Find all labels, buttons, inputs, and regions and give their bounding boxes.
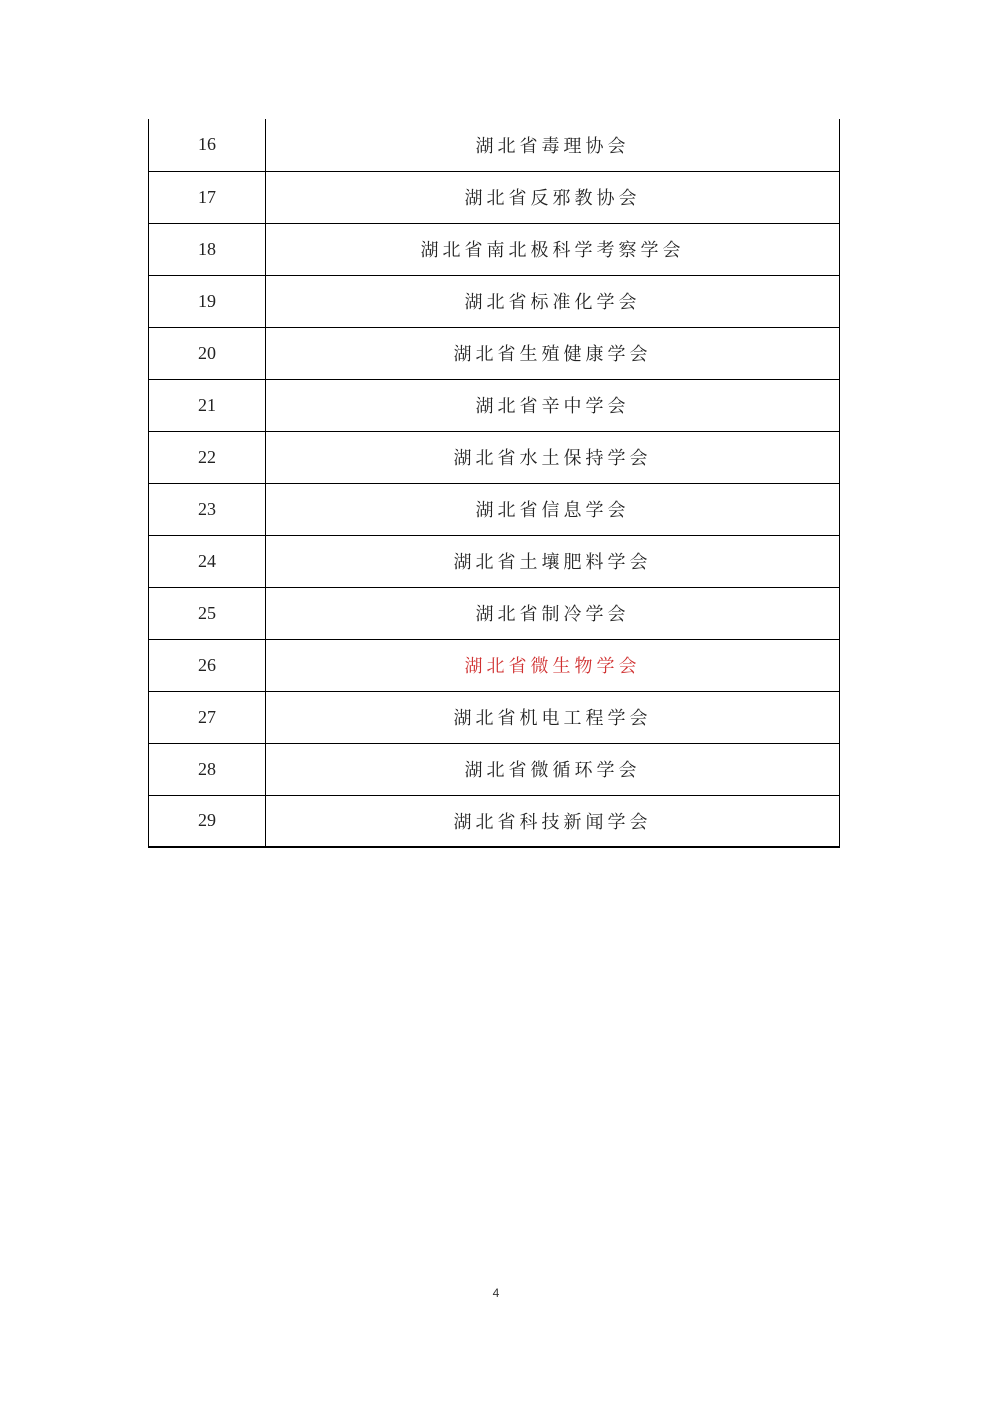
organization-name: 湖北省辛中学会	[266, 379, 840, 431]
table-row	[149, 795, 840, 847]
organization-name-highlighted: 湖北省微生物学会	[266, 639, 840, 691]
row-number: 29	[149, 795, 266, 847]
row-number: 27	[149, 691, 266, 743]
organization-name: 湖北省信息学会	[266, 483, 840, 535]
table-row	[149, 587, 840, 639]
page-number: 4	[492, 1286, 500, 1300]
table-row	[149, 743, 840, 795]
row-number: 28	[149, 743, 266, 795]
row-number: 24	[149, 535, 266, 587]
row-number: 16	[149, 119, 266, 171]
row-number: 19	[149, 275, 266, 327]
organization-name: 湖北省毒理协会	[266, 119, 840, 171]
organization-table	[148, 119, 840, 848]
organization-name: 湖北省土壤肥料学会	[266, 535, 840, 587]
organization-name: 湖北省标准化学会	[266, 275, 840, 327]
row-number: 23	[149, 483, 266, 535]
organization-name: 湖北省生殖健康学会	[266, 327, 840, 379]
row-number: 22	[149, 431, 266, 483]
row-number: 17	[149, 171, 266, 223]
table-row	[149, 327, 840, 379]
table-row	[149, 483, 840, 535]
table-row	[149, 171, 840, 223]
table-row	[149, 223, 840, 275]
organization-name: 湖北省机电工程学会	[266, 691, 840, 743]
organization-name: 湖北省微循环学会	[266, 743, 840, 795]
organization-name: 湖北省制冷学会	[266, 587, 840, 639]
table-body	[149, 119, 840, 847]
row-number: 25	[149, 587, 266, 639]
organization-name: 湖北省南北极科学考察学会	[266, 223, 840, 275]
row-number: 18	[149, 223, 266, 275]
table-row	[149, 535, 840, 587]
table-row	[149, 431, 840, 483]
row-number: 20	[149, 327, 266, 379]
table-row	[149, 119, 840, 171]
organization-name: 湖北省反邪教协会	[266, 171, 840, 223]
organization-name: 湖北省科技新闻学会	[266, 795, 840, 847]
row-number: 26	[149, 639, 266, 691]
table-row	[149, 379, 840, 431]
row-number: 21	[149, 379, 266, 431]
table-row	[149, 275, 840, 327]
table-row	[149, 639, 840, 691]
organization-name: 湖北省水土保持学会	[266, 431, 840, 483]
table-row	[149, 691, 840, 743]
